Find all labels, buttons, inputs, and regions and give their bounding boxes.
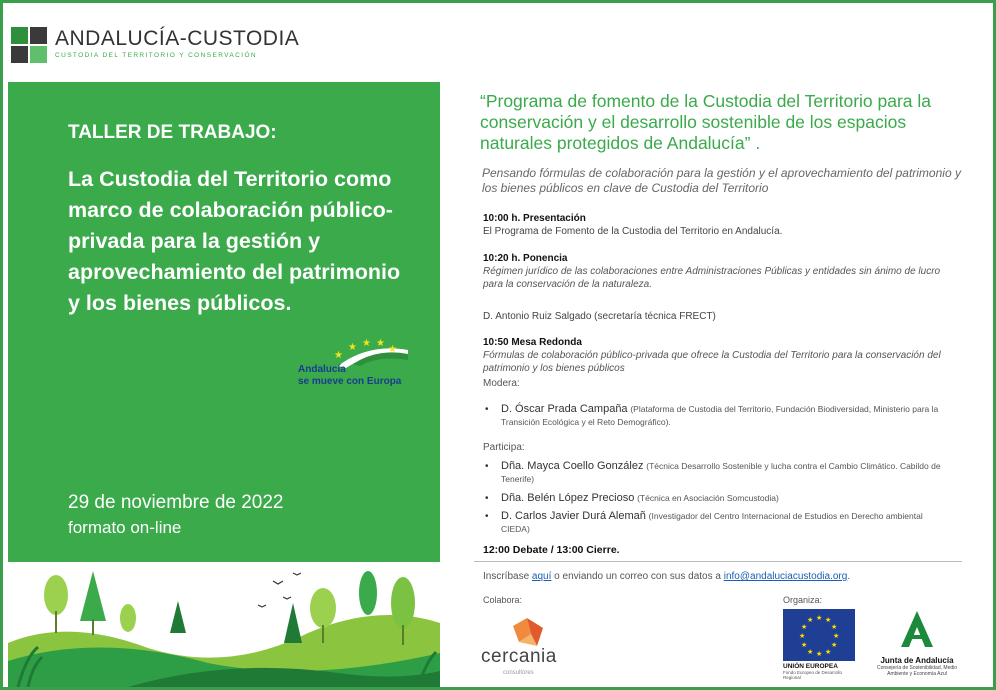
svg-text:★: ★ xyxy=(348,342,357,353)
participant-affiliation: (Técnica en Asociación Somcustodia) xyxy=(637,493,779,503)
program-title: “Programa de fomento de la Custodia del Territorio para la conservación y el desarrollo sostenible de los espacios naturales protegidos de Andalucía” . xyxy=(480,91,932,153)
svg-text:★: ★ xyxy=(807,649,814,656)
closing-line: 12:00 Debate / 13:00 Cierre. xyxy=(483,544,620,556)
svg-text:★: ★ xyxy=(376,338,385,349)
registration-suffix: . xyxy=(847,571,851,582)
svg-text:★: ★ xyxy=(362,338,371,349)
svg-text:★: ★ xyxy=(807,617,814,624)
svg-text:★: ★ xyxy=(801,624,808,631)
eu-flag-icon xyxy=(783,609,855,661)
svg-text:★: ★ xyxy=(831,624,838,631)
cercania-wordmark: cercania xyxy=(481,646,557,667)
bullet-icon: • xyxy=(485,493,489,504)
andalucia-custodia-logo xyxy=(11,27,299,63)
moderator-affiliation: (Plataforma de Custodia del Territorio, Fundación Biodiversidad, Ministerio para la Transición Ecológica y el Reto Demográfico). xyxy=(501,404,939,427)
registration-middle: o enviando un correo con sus datos a xyxy=(554,571,721,582)
participant-name: Dña. Belén López Precioso xyxy=(501,492,635,504)
event-date: 29 de noviembre de 2022 xyxy=(68,492,284,513)
bullet-icon: • xyxy=(485,511,489,522)
registration-email-link[interactable]: info@andaluciacustodia.org xyxy=(723,571,848,582)
junta-andalucia-logo xyxy=(871,609,963,687)
svg-text:★: ★ xyxy=(388,344,397,355)
workshop-kicker: TALLER DE TRABAJO: xyxy=(68,122,277,143)
union-europea-logo xyxy=(783,609,859,687)
cercania-tagline: consultores xyxy=(503,670,534,676)
eu-logo-line2: se mueve con Europa xyxy=(298,376,402,387)
registration-link[interactable]: aquí xyxy=(531,571,552,582)
participant-item xyxy=(485,510,953,536)
junta-name: Junta de Andalucía xyxy=(880,656,954,665)
junta-department: Consejería de Sostenibilidad, Medio Ambiente y Economía Azul xyxy=(876,665,958,677)
session-description: Fórmulas de colaboración público-privada que ofrece la Custodia del Territorio para la conservación del patrimonio y los bienes públicos xyxy=(483,350,941,374)
moderator-name: D. Óscar Prada Campaña xyxy=(501,403,628,415)
speaker-line: D. Antonio Ruiz Salgado (secretaría técnica FRECT) xyxy=(483,311,716,322)
svg-text:★: ★ xyxy=(825,617,832,624)
logo-mark-icon xyxy=(11,27,47,63)
workshop-headline: La Custodia del Territorio como marco de colaboración público-privada para la gestión y aprovechamiento del patrimonio y los bienes públicos. xyxy=(68,167,401,315)
logo-subtitle: CUSTODIA DEL TERRITORIO Y CONSERVACIÓN xyxy=(55,52,258,59)
svg-text:★: ★ xyxy=(825,649,832,656)
session-description: El Programa de Fomento de la Custodia del Territorio en Andalucía. xyxy=(483,226,783,237)
participant-item xyxy=(485,492,953,505)
session-time: 10:00 h. Presentación xyxy=(483,213,586,224)
svg-text:★: ★ xyxy=(799,633,806,640)
participa-label: Participa: xyxy=(483,442,525,453)
junta-mark-icon xyxy=(897,609,937,649)
session-time: 10:20 h. Ponencia xyxy=(483,253,568,264)
event-format: formato on-line xyxy=(68,518,182,537)
participant-item xyxy=(485,460,953,486)
svg-text:★: ★ xyxy=(816,615,823,622)
moderator-item xyxy=(485,403,953,429)
session-ponencia xyxy=(483,252,953,291)
eu-logo-line1: Andalucía xyxy=(298,364,346,375)
svg-text:★: ★ xyxy=(816,651,823,658)
eu-fund-label: Fondo Europeo de Desarrollo Regional xyxy=(783,670,843,680)
svg-text:★: ★ xyxy=(831,642,838,649)
colabora-label: Colabora: xyxy=(483,595,523,605)
organiza-label: Organiza: xyxy=(783,595,823,605)
session-round-table xyxy=(483,336,953,390)
andalucia-europa-logo xyxy=(298,338,408,393)
modera-label: Modera: xyxy=(483,378,520,389)
bullet-icon: • xyxy=(485,404,489,415)
session-time: 10:50 Mesa Redonda xyxy=(483,337,582,348)
session-description: Régimen jurídico de las colaboraciones entre Administraciones Públicas y entidades sin ánimo de lucro para la conservación de la naturaleza. xyxy=(483,266,941,290)
participant-affiliation: (Investigador del Centro Internacional de Estudios en Derecho ambiental CIEDA) xyxy=(501,511,923,534)
program-subtitle: Pensando fórmulas de colaboración para la gestión y el aprovechamiento del patrimonio y los bienes públicos en clave de Custodia del Territorio xyxy=(482,166,961,195)
svg-text:★: ★ xyxy=(833,633,840,640)
bullet-icon: • xyxy=(485,461,489,472)
svg-text:★: ★ xyxy=(334,350,343,361)
divider xyxy=(474,561,962,562)
logo-title: ANDALUCÍA-CUSTODIA xyxy=(55,27,300,50)
registration-prefix: Inscríbase xyxy=(483,571,530,582)
cercania-logo xyxy=(481,618,581,678)
svg-text:★: ★ xyxy=(801,642,808,649)
participant-affiliation: (Técnica Desarrollo Sostenible y lucha contra el Cambio Climático. Cabildo de Tenerife) xyxy=(501,461,941,484)
workshop-panel xyxy=(8,82,440,562)
landscape-illustration xyxy=(8,563,440,687)
registration-line xyxy=(483,571,850,582)
session-presentation xyxy=(483,212,953,238)
eu-label: UNIÓN EUROPEA xyxy=(783,663,838,670)
participant-name: Dña. Mayca Coello González xyxy=(501,460,644,472)
participant-name: D. Carlos Javier Durá Alemañ xyxy=(501,510,646,522)
